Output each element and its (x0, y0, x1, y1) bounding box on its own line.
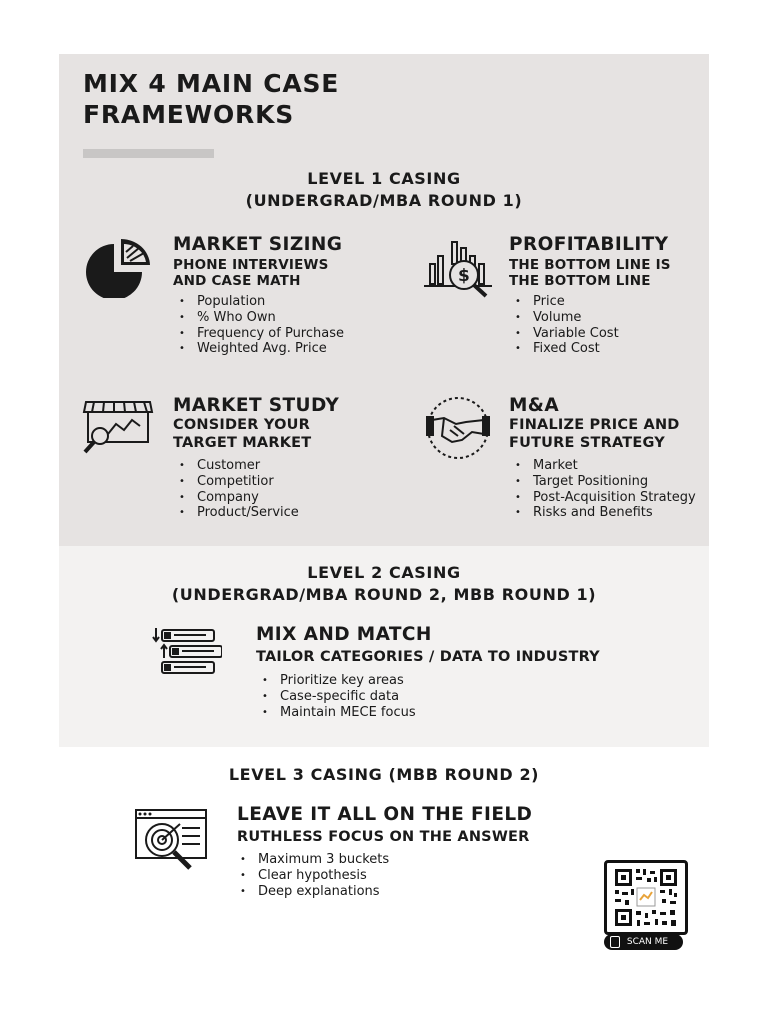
m-and-a-title: M&A (509, 395, 560, 416)
list-item: • Clear hypothesis (234, 868, 389, 884)
profit-analysis-icon (422, 236, 494, 298)
market-sizing-sub-line2: AND CASE MATH (173, 273, 301, 289)
market-study-list (173, 458, 299, 521)
m-and-a-sub-line2: FUTURE STRATEGY (509, 435, 665, 451)
target-analysis-icon (134, 806, 210, 874)
qr-code-icon[interactable] (604, 860, 688, 935)
market-study-sub-line2: TARGET MARKET (173, 435, 312, 451)
list-item: • % Who Own (173, 310, 344, 326)
list-item: • Competitior (173, 474, 299, 490)
list-item: • Population (173, 294, 344, 310)
phone-icon (610, 936, 620, 948)
list-item: • Fixed Cost (509, 341, 619, 357)
svg-text:$: $ (458, 266, 470, 286)
leave-it-all-title: LEAVE IT ALL ON THE FIELD (237, 804, 533, 825)
mix-and-match-subtitle: TAILOR CATEGORIES / DATA TO INDUSTRY (256, 649, 600, 665)
profitability-sub-line2: THE BOTTOM LINE (509, 273, 651, 289)
m-and-a-list (509, 458, 696, 521)
list-item: • Variable Cost (509, 326, 619, 342)
list-item: • Risks and Benefits (509, 505, 696, 521)
market-study-title: MARKET STUDY (173, 395, 340, 416)
handshake-icon (422, 396, 494, 460)
market-sizing-sub-line1: PHONE INTERVIEWS (173, 257, 329, 273)
list-item: • Company (173, 490, 299, 506)
profitability-subtitle (509, 257, 671, 289)
page-title (83, 68, 503, 130)
market-study-sub-line1: CONSIDER YOUR (173, 417, 310, 433)
list-item: • Price (509, 294, 619, 310)
list-item: • Frequency of Purchase (173, 326, 344, 342)
level1-heading (59, 168, 709, 212)
profitability-sub-line1: THE BOTTOM LINE IS (509, 257, 671, 273)
level2-heading-line2: (UNDERGRAD/MBA ROUND 2, MBB ROUND 1) (171, 585, 597, 604)
profitability-title: PROFITABILITY (509, 234, 669, 255)
list-item: • Maximum 3 buckets (234, 852, 389, 868)
level1-heading-line1: LEVEL 1 CASING (307, 169, 461, 188)
pie-chart-icon (84, 238, 152, 298)
level1-heading-line2: (UNDERGRAD/MBA ROUND 1) (245, 191, 523, 210)
market-sizing-subtitle (173, 257, 329, 289)
level2-heading (59, 562, 709, 606)
list-item: • Volume (509, 310, 619, 326)
profitability-list (509, 294, 619, 357)
title-line2: FRAMEWORKS (83, 100, 295, 129)
list-item: • Case-specific data (256, 689, 416, 705)
leave-it-all-subtitle: RUTHLESS FOCUS ON THE ANSWER (237, 829, 530, 845)
leave-it-all-list (234, 852, 389, 899)
m-and-a-sub-line1: FINALIZE PRICE AND (509, 417, 680, 433)
sorting-list-icon (152, 624, 222, 680)
list-item: • Customer (173, 458, 299, 474)
mix-and-match-list (256, 673, 416, 720)
scan-me-label: SCAN ME (626, 937, 669, 947)
list-item: • Weighted Avg. Price (173, 341, 344, 357)
market-sizing-title: MARKET SIZING (173, 234, 343, 255)
list-item: • Prioritize key areas (256, 673, 416, 689)
list-item: • Maintain MECE focus (256, 705, 416, 721)
title-line1: MIX 4 MAIN CASE (83, 69, 340, 98)
list-item: • Market (509, 458, 696, 474)
list-item: • Product/Service (173, 505, 299, 521)
market-sizing-list (173, 294, 344, 357)
mix-and-match-title: MIX AND MATCH (256, 624, 432, 645)
title-underline-bar (83, 149, 214, 158)
level2-heading-line1: LEVEL 2 CASING (307, 563, 461, 582)
list-item: • Target Positioning (509, 474, 696, 490)
list-item: • Post-Acquisition Strategy (509, 490, 696, 506)
market-study-icon (82, 398, 154, 456)
list-item: • Deep explanations (234, 884, 389, 900)
market-study-subtitle (173, 416, 311, 452)
m-and-a-subtitle (509, 416, 680, 452)
level3-heading: LEVEL 3 CASING (MBB ROUND 2) (228, 765, 540, 784)
scan-me-badge[interactable] (604, 934, 683, 950)
